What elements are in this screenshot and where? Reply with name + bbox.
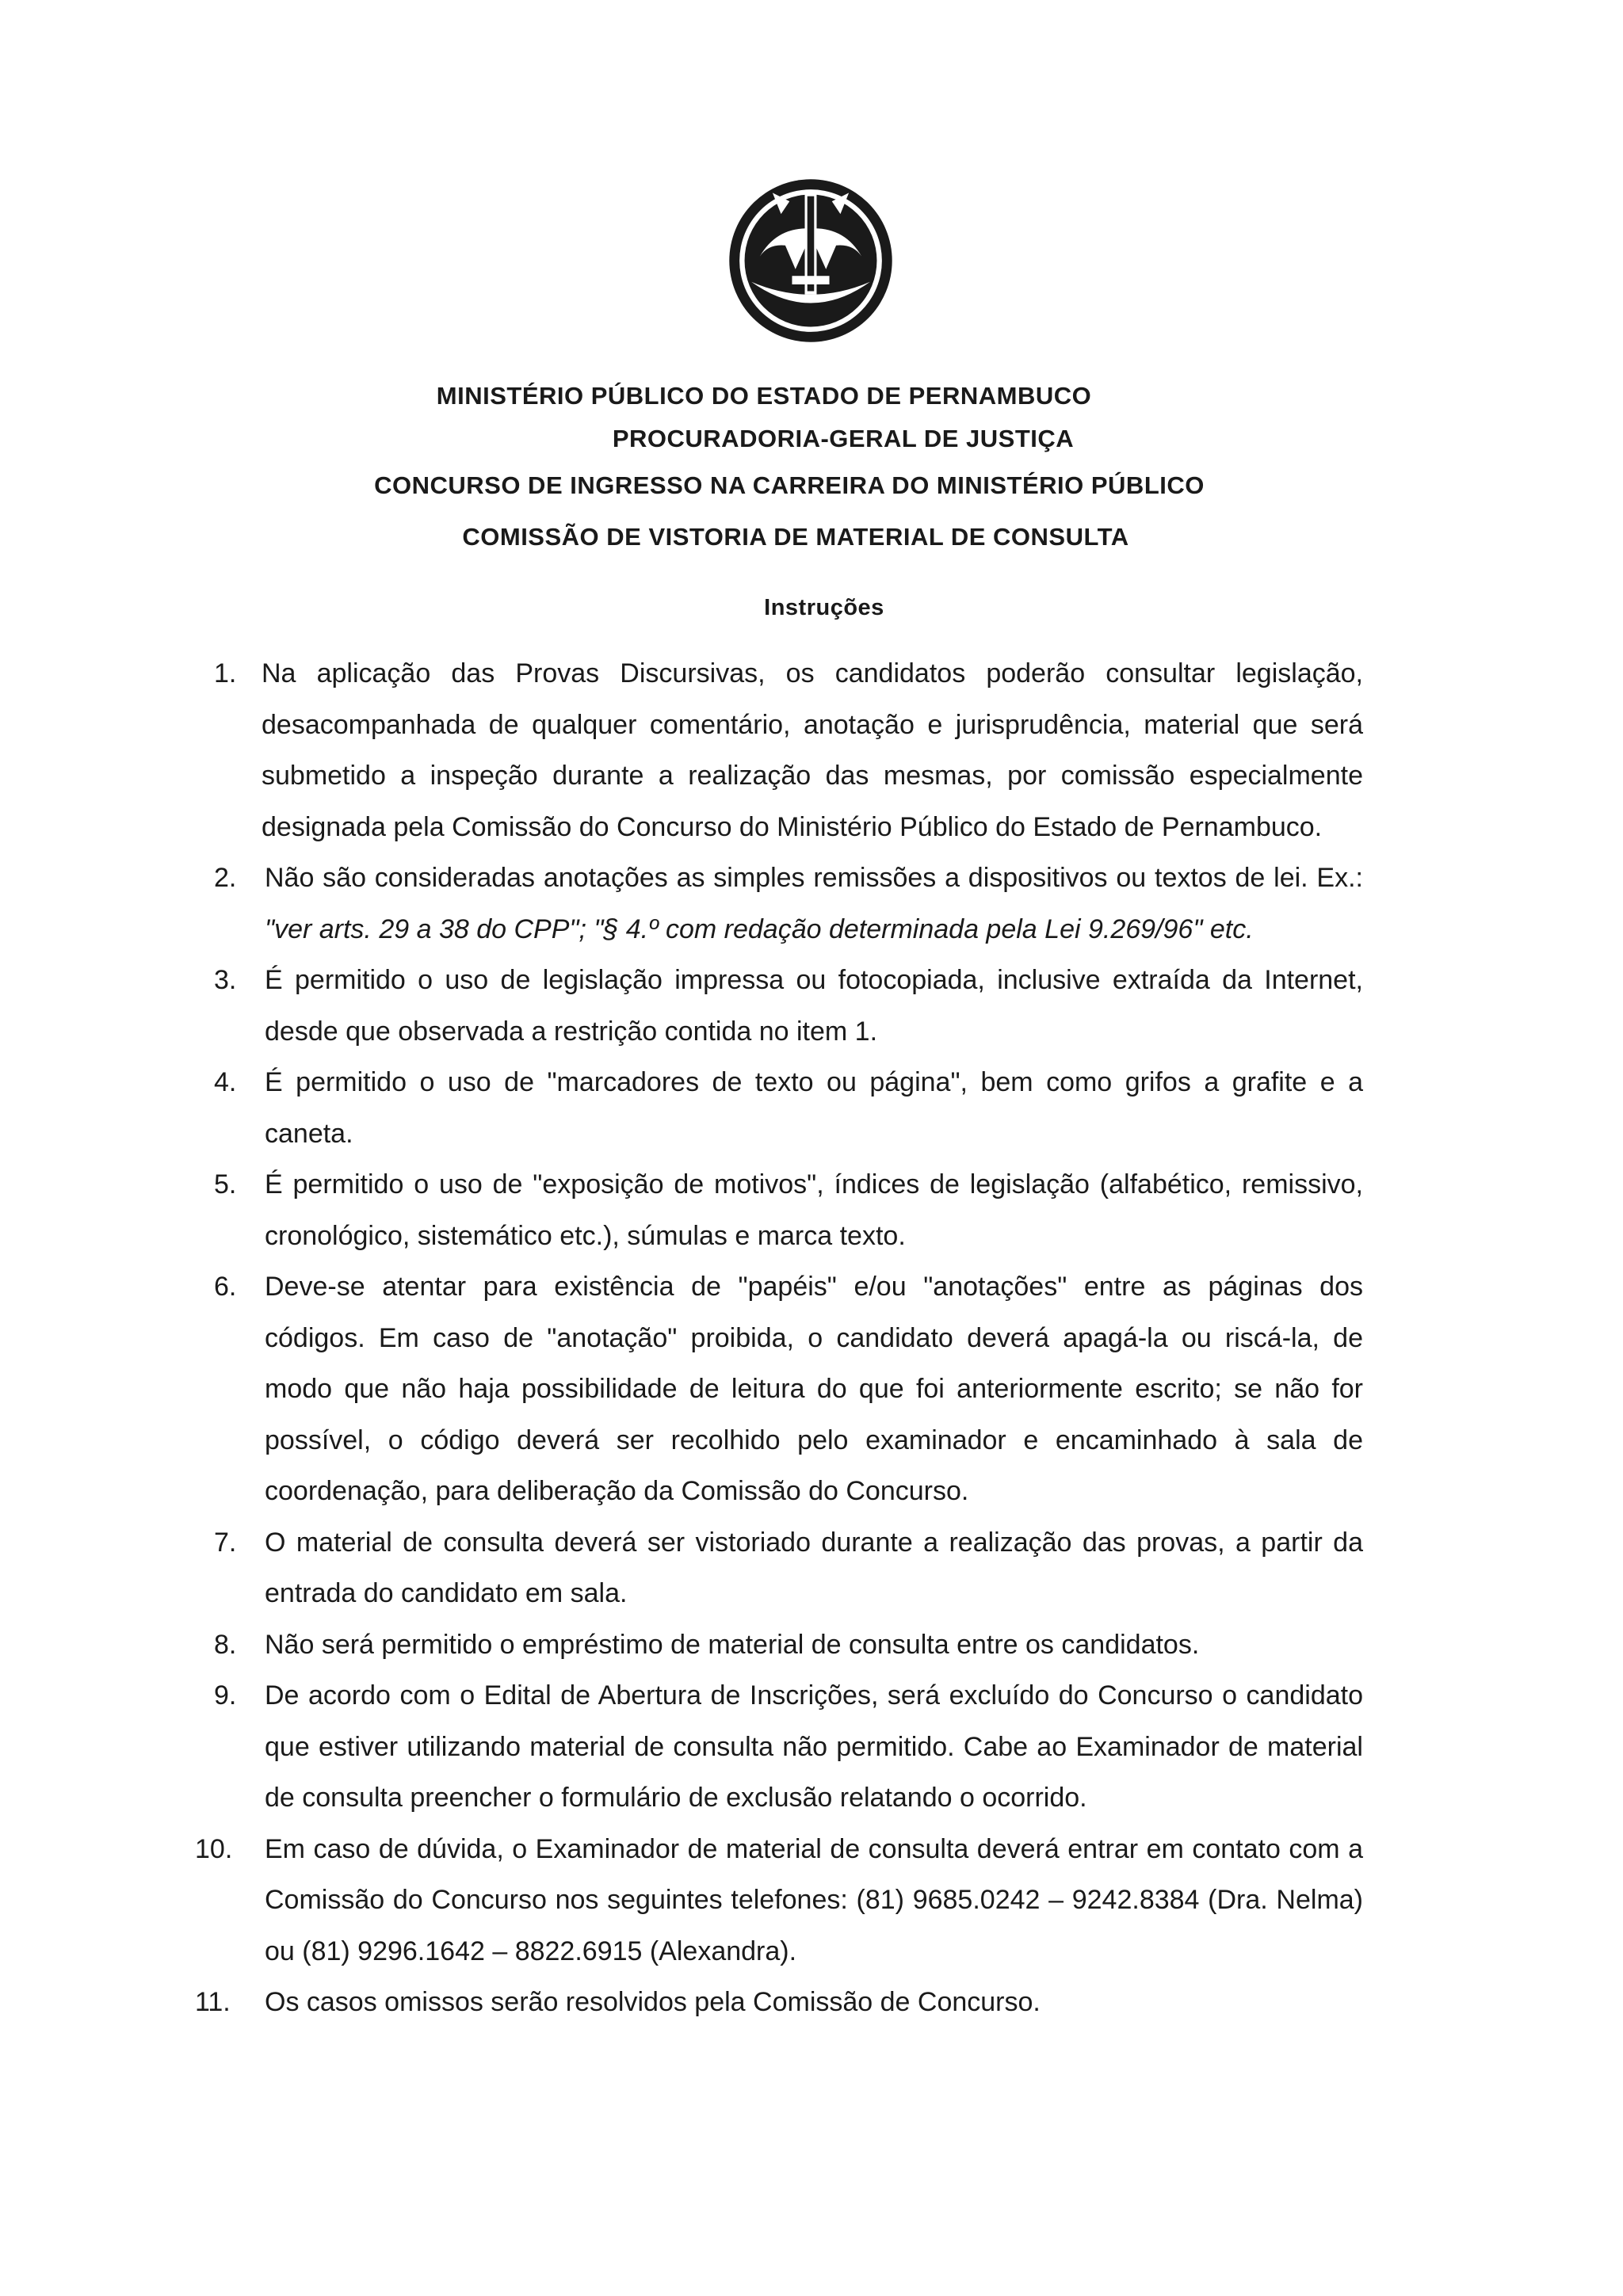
list-item bbox=[214, 1159, 1363, 1261]
header-line-ministerio: MINISTÉRIO PÚBLICO DO ESTADO DE PERNAMBUCO bbox=[436, 382, 1092, 410]
header-line-concurso: CONCURSO DE INGRESSO NA CARREIRA DO MINISTÉRIO PÚBLICO bbox=[374, 471, 1205, 499]
item-text: De acordo com o Edital de Abertura de Inscrições, será excluído do Concurso o candidato que estiver utilizando material de consulta não permitido. Cabe ao Examinador de material de consulta preencher o formulário de exclusão relatando o ocorrido. bbox=[265, 1680, 1363, 1813]
item-number: 10. bbox=[195, 1833, 233, 1864]
page-title: Instruções bbox=[764, 595, 884, 620]
header-line-procuradoria: PROCURADORIA-GERAL DE JUSTIÇA bbox=[612, 425, 1075, 452]
item-text: Não será permitido o empréstimo de material de consulta entre os candidatos. bbox=[265, 1629, 1200, 1660]
item-number: 2. bbox=[214, 863, 237, 893]
list-item bbox=[214, 955, 1363, 1057]
item-text: Deve-se atentar para existência de "papéis" e/ou "anotações" entre as páginas dos códigos. Em caso de "anotação" proibida, o candidato deverá apagá-la ou riscá-la, de modo que não haja possibilidade de leitura do que foi anteriormente escrito; se não for possível, o código deverá ser recolhido pelo examinador e encaminhado à sala de coordenação, para deliberação da Comissão do Concurso. bbox=[265, 1272, 1363, 1506]
item-text: É permitido o uso de legislação impressa ou fotocopiada, inclusive extraída da Internet, desde que observada a restrição contida no item 1. bbox=[265, 965, 1363, 1047]
institution-seal-icon bbox=[726, 176, 896, 345]
item-text: É permitido o uso de "exposição de motivos", índices de legislação (alfabético, remissivo, cronológico, sistemático etc.), súmulas e marca texto. bbox=[265, 1169, 1363, 1251]
list-item bbox=[214, 1517, 1363, 1619]
item-number: 1. bbox=[214, 658, 237, 688]
list-item bbox=[214, 1619, 1363, 1671]
item-example-text: "ver arts. 29 a 38 do CPP"; "§ 4.º com redação determinada pela Lei 9.269/96" etc. bbox=[265, 913, 1254, 944]
item-number: 11. bbox=[195, 1987, 231, 2017]
item-number: 7. bbox=[214, 1527, 237, 1558]
list-item bbox=[195, 1824, 1363, 1978]
item-number: 3. bbox=[214, 965, 237, 995]
header-line-comissao: COMISSÃO DE VISTORIA DE MATERIAL DE CONSULTA bbox=[462, 523, 1129, 551]
item-number: 8. bbox=[214, 1629, 237, 1660]
item-text: O material de consulta deverá ser vistoriado durante a realização das provas, a partir da entrada do candidato em sala. bbox=[265, 1527, 1363, 1608]
list-item bbox=[195, 1977, 1363, 2028]
item-number: 4. bbox=[214, 1067, 237, 1097]
instructions-list bbox=[195, 648, 1363, 2028]
list-item bbox=[214, 1261, 1363, 1517]
item-text: Na aplicação das Provas Discursivas, os candidatos poderão consultar legislação, desacompanhada de qualquer comentário, anotação e jurisprudência, material que será submetido a inspeção durante a realização das mesmas, por comissão especialmente designada pela Comissão do Concurso do Ministério Público do Estado de Pernambuco. bbox=[262, 658, 1363, 842]
item-text: Não são consideradas anotações as simples remissões a dispositivos ou textos de lei. Ex.: bbox=[265, 863, 1363, 893]
list-item bbox=[214, 1670, 1363, 1824]
list-item bbox=[214, 1057, 1363, 1159]
list-item bbox=[214, 852, 1363, 955]
list-item bbox=[214, 648, 1363, 852]
item-text: Em caso de dúvida, o Examinador de material de consulta deverá entrar em contato com a Comissão do Concurso nos seguintes telefones: (81) 9685.0242 – 9242.8384 (Dra. Nelma) ou (81) 9296.1642 – 8822.6915 (Alexandra). bbox=[265, 1833, 1363, 1966]
item-number: 6. bbox=[214, 1272, 237, 1302]
item-text: É permitido o uso de "marcadores de texto ou página", bem como grifos a grafite e a caneta. bbox=[265, 1067, 1363, 1149]
item-number: 9. bbox=[214, 1680, 237, 1711]
item-text: Os casos omissos serão resolvidos pela Comissão de Concurso. bbox=[265, 1987, 1041, 2017]
item-number: 5. bbox=[214, 1169, 237, 1199]
